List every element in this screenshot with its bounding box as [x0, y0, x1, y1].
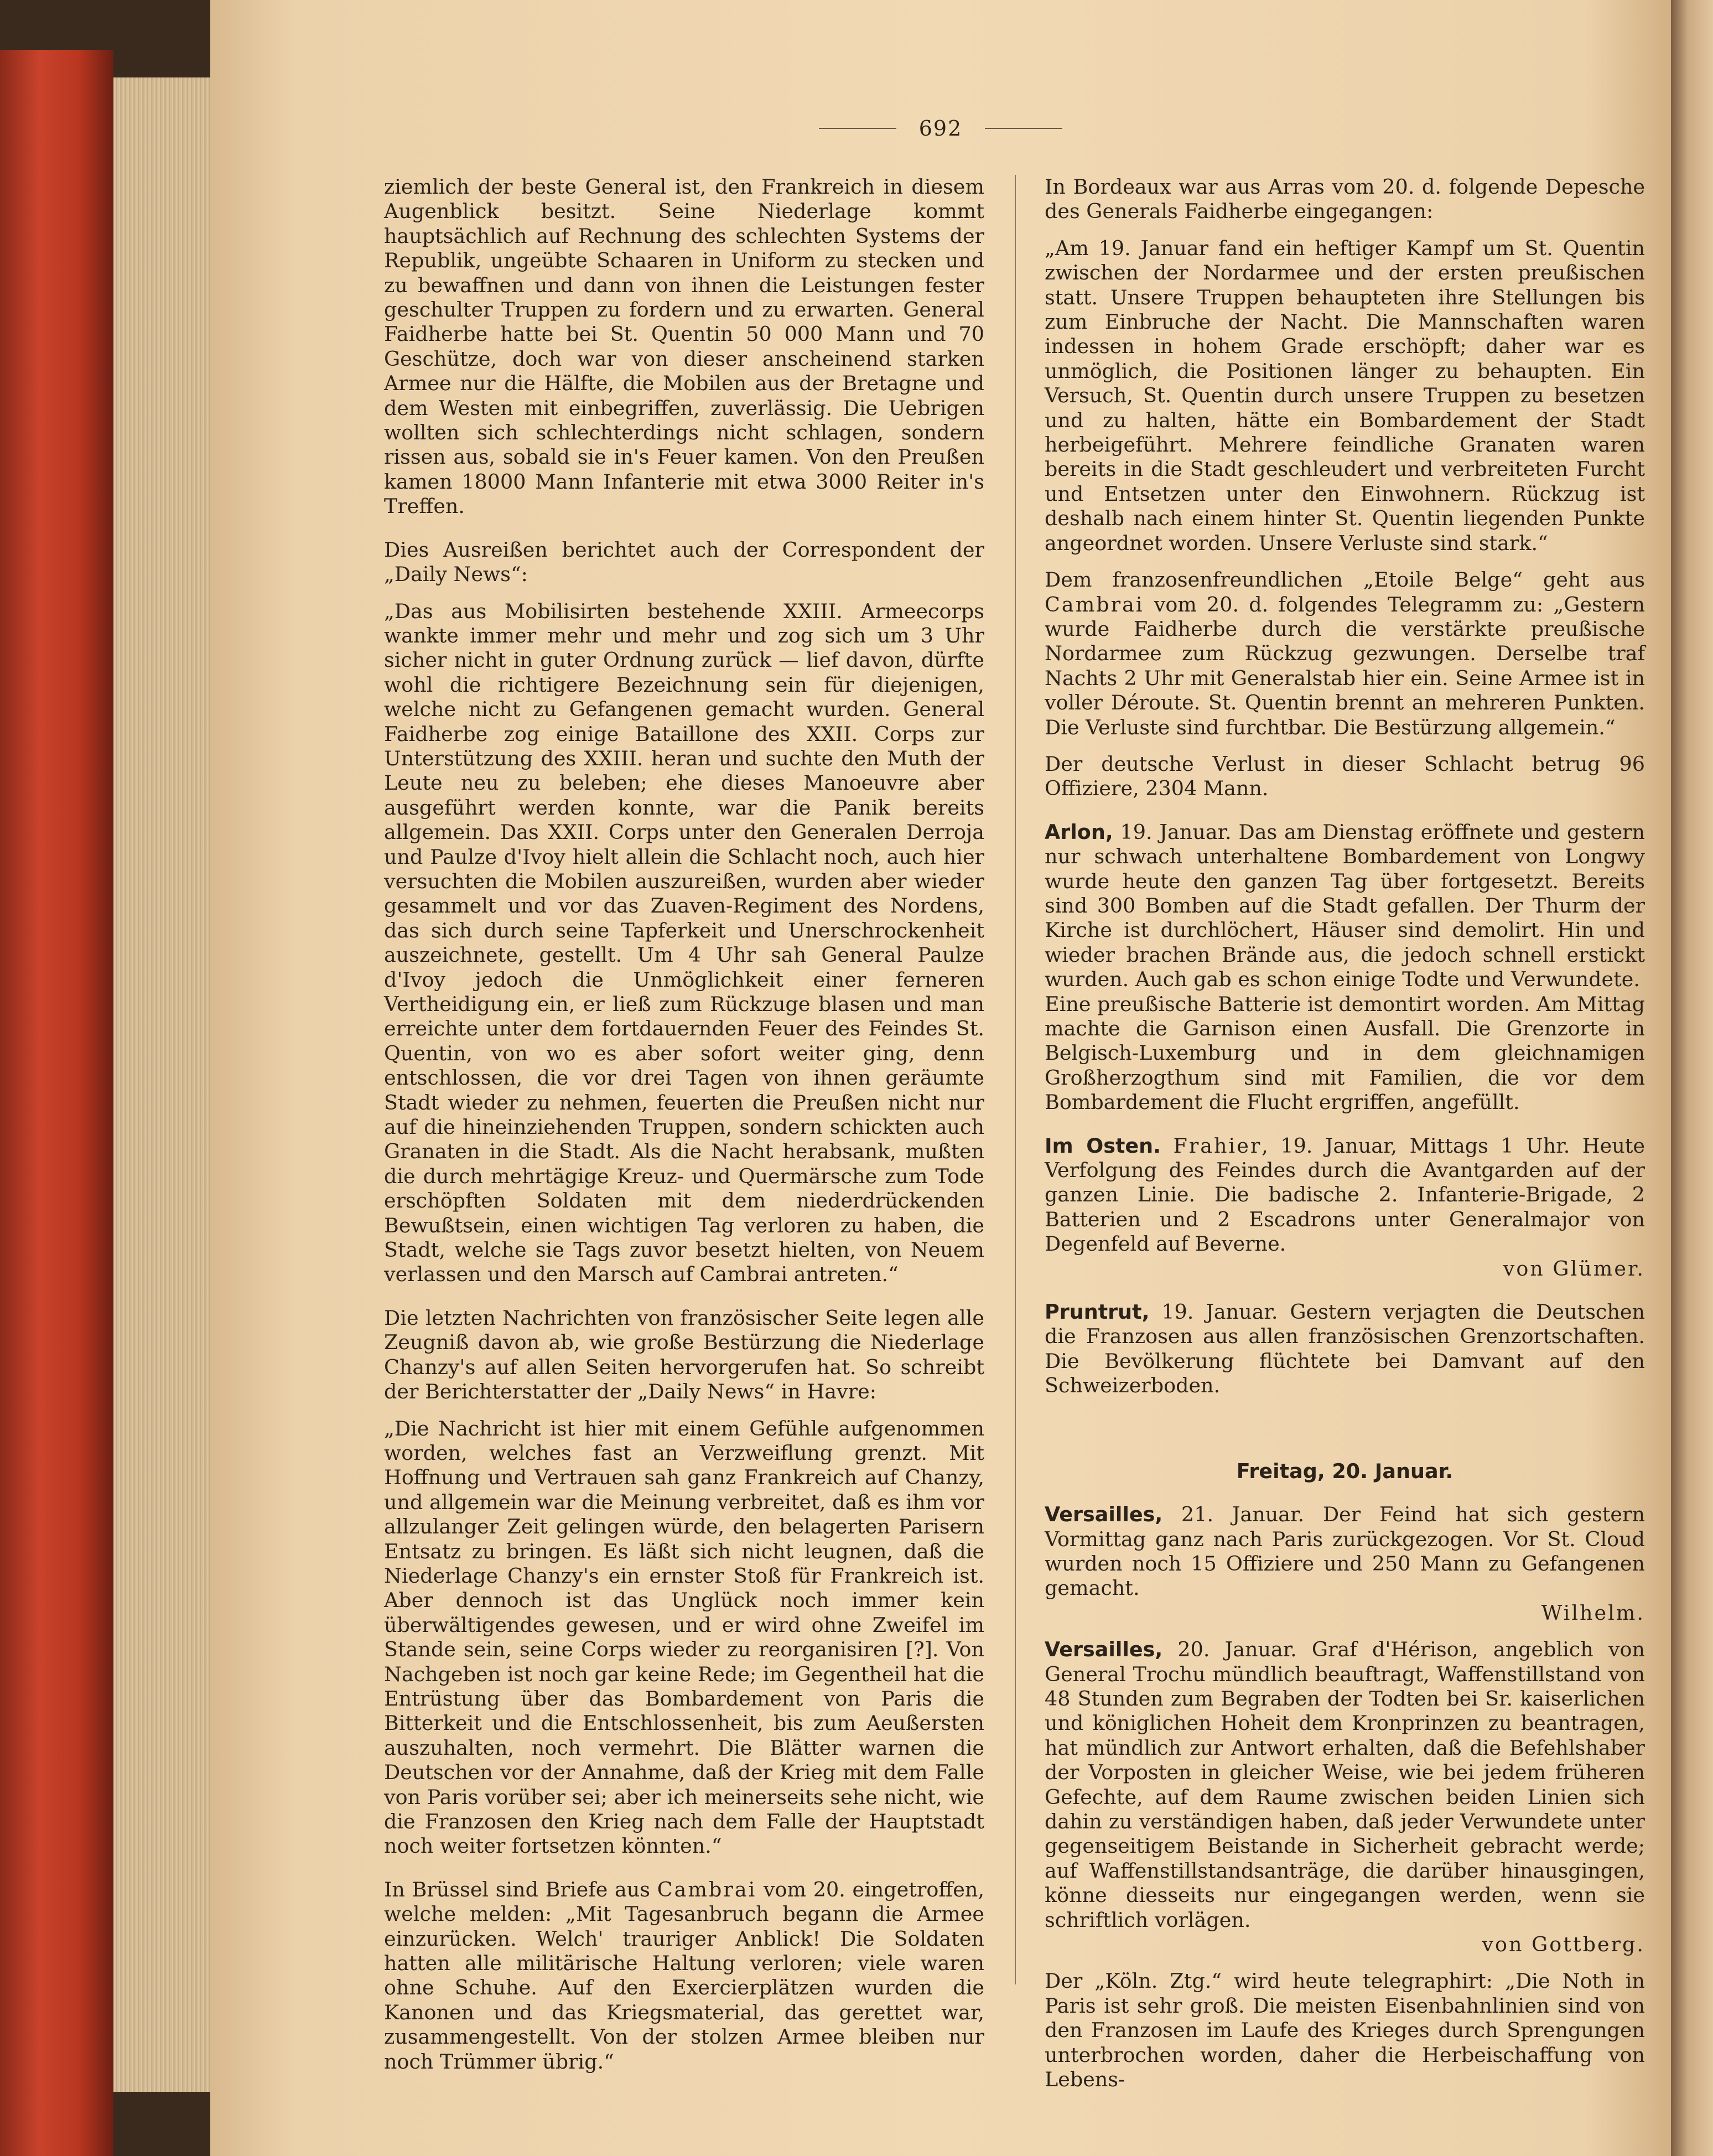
page-header	[210, 116, 1671, 141]
paragraph: Eine preußische Batterie ist demontirt worden. Am Mittag machte die Garnison einen Ausfall. Die Grenzorte in Belgisch-Luxemburg und in dem gleichnamigen Großherzogthum sind mit Familien, die vor dem Bombardement die Flucht ergriffen, angefüllt.	[1045, 992, 1645, 1115]
paragraph: Der „Köln. Ztg.“ wird heute telegraphirt: „Die Noth in Paris ist sehr groß. Die meisten Eisenbahnlinien sind von den Franzosen im Laufe des Krieges durch Sprengungen unterbrochen worden, daher die Herbeischaffung von Lebens-	[1045, 1969, 1645, 2092]
text-run: 21. Januar. Der Feind hat sich gestern Vormittag ganz nach Paris zurückgezogen. Vor St. Cloud wurden noch 15 Offiziere und 250 Mann zu Gefangenen gemacht.	[1045, 1502, 1645, 1600]
place-name: Cambrai	[1045, 592, 1144, 616]
place-name: Frahier	[1173, 1133, 1262, 1158]
text-run: vom 20. d. folgendes Telegramm zu: „Gestern wurde Faidherbe durch die verstärkte preußische Nordarmee zum Rückzug gezwungen. Derselbe traf Nachts 2 Uhr mit Generalstab hier ein. Seine Armee ist in voller Déroute. St. Quentin brennt an mehreren Punkten. Die Verluste sind furchtbar. Die Bestürzung allgemein.“	[1045, 592, 1645, 739]
text-run: Dem franzosenfreundlichen „Etoile Belge“ geht aus	[1045, 568, 1645, 592]
paragraph: Dies Ausreißen berichtet auch der Correspondent der „Daily News“:	[384, 537, 984, 587]
date-heading: Freitag, 20. Januar.	[1236, 1459, 1454, 1483]
left-column	[384, 175, 984, 2074]
dispatch-heading: Versailles,	[1045, 1502, 1163, 1527]
page-stack-edge	[113, 77, 210, 2092]
paragraph: In Bordeaux war aus Arras vom 20. d. folgende Depesche des Generals Faidherbe eingegangen:	[1045, 175, 1645, 224]
paragraph	[1045, 568, 1645, 740]
dispatch-heading: Arlon,	[1045, 820, 1113, 844]
dispatch-heading: Versailles,	[1045, 1637, 1163, 1662]
paragraph: ziemlich der beste General ist, den Frankreich in diesem Augenblick besitzt. Seine Niederlage kommt hauptsächlich auf Rechnung des schlechten Systems der Republik, ungeübte Schaaren in Uniform zu stecken und zu bewaffnen und dann von ihnen die Leistungen fester geschulter Truppen zu fordern und zu erwarten. General Faidherbe hatte bei St. Quentin 50 000 Mann und 70 Geschütze, doch war von dieser anscheinend starken Armee nur die Hälfte, die Mobilen aus der Bretagne und dem Westen mit einbegriffen, zuverlässig. Die Uebrigen wollten sich schlechterdings nicht schlagen, sondern rissen aus, sobald sie in's Feuer kamen. Von den Preußen kamen 18000 Mann Infanterie mit etwa 3000 Reiter in's Treffen.	[384, 175, 984, 519]
place-name: Cambrai	[657, 1877, 757, 1901]
signature: von Gottberg.	[1482, 1932, 1645, 1956]
signature: von Glümer.	[1503, 1256, 1645, 1281]
dispatch-heading: Pruntrut,	[1045, 1300, 1150, 1324]
book-cover-edge	[0, 50, 113, 2156]
paragraph	[384, 1878, 984, 2074]
text-run: 20. Januar. Graf d'Hérison, angeblich von General Trochu mündlich beauftragt, Waffenstillstand von 48 Stunden zum Begraben der Todten bei Sr. kaiserlichen und königlichen Hoheit dem Kronprinzen zu beantragen, hat mündlich zur Antwort erhalten, daß die Befehlshaber der Vorposten in gleicher Weise, wie bei jedem früheren Gefechte, auf dem Raume zwischen beiden Linien sich dahin zu verständigen haben, daß jeder Verwundete unter gegenseitigem Beistande in Sicherheit gebracht werde; auf Waffenstillstandsanträge, die darüber hinausgingen, könne diesseits nur eingegangen werden, wenn sie schriftlich vorlägen.	[1045, 1637, 1645, 1932]
right-column	[1045, 175, 1645, 2092]
next-page-edge	[1671, 0, 1713, 2156]
text-run: , 19. Januar, Mittags 1 Uhr. Heute Verfolgung des Feindes durch die Avantgarden auf der ganzen Linie. Die badische 2. Infanterie-Brigade, 2 Batterien und 2 Escadrons unter Generalmajor von Degenfeld auf Beverne.	[1045, 1133, 1645, 1256]
signature: Wilhelm.	[1541, 1600, 1645, 1625]
text-run: 19. Januar. Das am Dienstag eröffnete und gestern nur schwach unterhaltene Bombardement von Longwy wurde heute den ganzen Tag über fortgesetzt. Bereits sind 300 Bomben auf die Stadt gefallen. Der Thurm der Kirche ist durchlöchert, Häuser sind demolirt. Hin und wieder brachen Brände aus, die jedoch schnell erstickt wurden. Auch gab es schon einige Todte und Verwundete.	[1045, 820, 1645, 992]
dispatch-pruntrut	[1045, 1300, 1645, 1398]
dispatch-arlon	[1045, 820, 1645, 992]
quote-paragraph: „Am 19. Januar fand ein heftiger Kampf um St. Quentin zwischen der Nordarmee und der ersten preußischen statt. Unsere Truppen behaupteten ihre Stellungen bis zum Einbruche der Nacht. Die Mannschaften waren indessen in hohem Grade erschöpft; daher war es unmöglich, die Positionen länger zu behaupten. Ein Versuch, St. Quentin durch unsere Truppen zu besetzen und zu halten, hätte ein Bombardement der Stadt herbeigeführt. Mehrere feindliche Granaten waren bereits in die Stadt geschleudert und verbreiteten Furcht und Entsetzen unter den Einwohnern. Rückzug ist deshalb nach einem hinter St. Quentin liegenden Punkte angeordnet worden. Unsere Verluste sind stark.“	[1045, 236, 1645, 555]
dispatch-osten	[1045, 1134, 1645, 1257]
column-divider	[1015, 175, 1016, 1984]
book-page	[210, 0, 1671, 2156]
dispatch-versailles-1	[1045, 1502, 1645, 1601]
header-rule-right	[985, 128, 1062, 129]
header-rule-left	[819, 128, 896, 129]
text-run: In Brüssel sind Briefe aus	[384, 1877, 657, 1901]
text-run: 19. Januar. Gestern verjagten die Deutschen die Franzosen aus allen französischen Grenzortschaften. Die Bevölkerung flüchtete bei Damvant auf den Schweizerboden.	[1045, 1300, 1645, 1398]
quote-paragraph: „Das aus Mobilisirten bestehende XXIII. Armeecorps wankte immer mehr und mehr und zog sich um 3 Uhr sicher nicht in guter Ordnung zurück — lief davon, dürfte wohl die richtigere Bezeichnung sein für diejenigen, welche nicht zu Gefangenen gemacht wurden. General Faidherbe zog einige Bataillone des XXII. Corps zur Unterstützung des XXIII. heran und suchte den Muth der Leute neu zu beleben; ehe dieses Manoeuvre aber ausgeführt werden konnte, war die Panik bereits allgemein. Das XXII. Corps unter den Generalen Derroja und Paulze d'Ivoy hielt allein die Schlacht noch, auch hier versuchten die Mobilen auszureißen, wurden aber wieder gesammelt und vor das Zuaven-Regiment des Nordens, das sich durch seine Tapferkeit und Unerschrockenheit auszeichnete, gestellt. Um 4 Uhr sah General Paulze d'Ivoy jedoch die Unmöglichkeit einer ferneren Vertheidigung ein, er ließ zum Rückzuge blasen und man erreichte unter dem fortdauernden Feuer des Feindes St. Quentin, von wo es aber sofort weiter ging, denn entschlossen, die vor drei Tagen von ihnen geräumte Stadt wieder zu nehmen, feuerten die Preußen nicht nur auf die hineinziehenden Truppen, sondern schickten auch Granaten in die Stadt. Als die Nacht herabsank, mußten die durch mehrtägige Kreuz- und Quermärsche zum Tode erschöpften Soldaten mit dem niederdrückenden Bewußtsein, einen wichtigen Tag verloren zu haben, die Stadt, welche sie Tags zuvor besetzt hielten, von Neuem verlassen und den Marsch auf Cambrai antreten.“	[384, 599, 984, 1287]
dispatch-versailles-2	[1045, 1637, 1645, 1932]
dispatch-heading: Im Osten.	[1045, 1133, 1161, 1158]
text-run: vom 20. eingetroffen, welche melden: „Mit Tagesanbruch begann die Armee einzurücken. Welch' trauriger Anblick! Die Soldaten hatten alle militärische Haltung verloren; viele waren ohne Schuhe. Auf den Exercierplätzen wurden die Kanonen und das Kriegsmaterial, das gerettet war, zusammengestellt. Von der stolzen Armee bleiben nur noch Trümmer übrig.“	[384, 1877, 984, 2074]
page-number: 692	[918, 116, 963, 141]
paragraph: Die letzten Nachrichten von französischer Seite legen alle Zeugniß davon ab, wie große Bestürzung die Niederlage Chanzy's auf allen Seiten hervorgerufen hat. So schreibt der Berichterstatter der „Daily News“ in Havre:	[384, 1305, 984, 1404]
paragraph: Der deutsche Verlust in dieser Schlacht betrug 96 Offiziere, 2304 Mann.	[1045, 752, 1645, 801]
quote-paragraph: „Die Nachricht ist hier mit einem Gefühle aufgenommen worden, welches fast an Verzweiflung grenzt. Mit Hoffnung und Vertrauen sah ganz Frankreich auf Chanzy, und allgemein war die Meinung verbreitet, daß es ihm vor allzulanger Zeit gelingen würde, den belagerten Parisern Entsatz zu bringen. Es läßt sich nicht leugnen, daß die Niederlage Chanzy's ein ernster Stoß für Frankreich ist. Aber dennoch ist das Unglück noch immer kein überwältigendes gewesen, und er wird ohne Zweifel im Stande sein, seine Corps wieder zu reorganisiren [?]. Von Nachgeben ist noch gar keine Rede; im Gegentheil hat die Entrüstung über das Bombardement von Paris die Bitterkeit und die Entschlossenheit, bis zum Aeußersten auszuhalten, noch vermehrt. Die Blätter warnen die Deutschen vor der Annahme, daß der Krieg mit dem Falle von Paris vorüber sei; aber ich meinerseits sehe nicht, wie die Franzosen den Krieg nach dem Falle der Hauptstadt noch weiter fortsetzen könnten.“	[384, 1416, 984, 1858]
